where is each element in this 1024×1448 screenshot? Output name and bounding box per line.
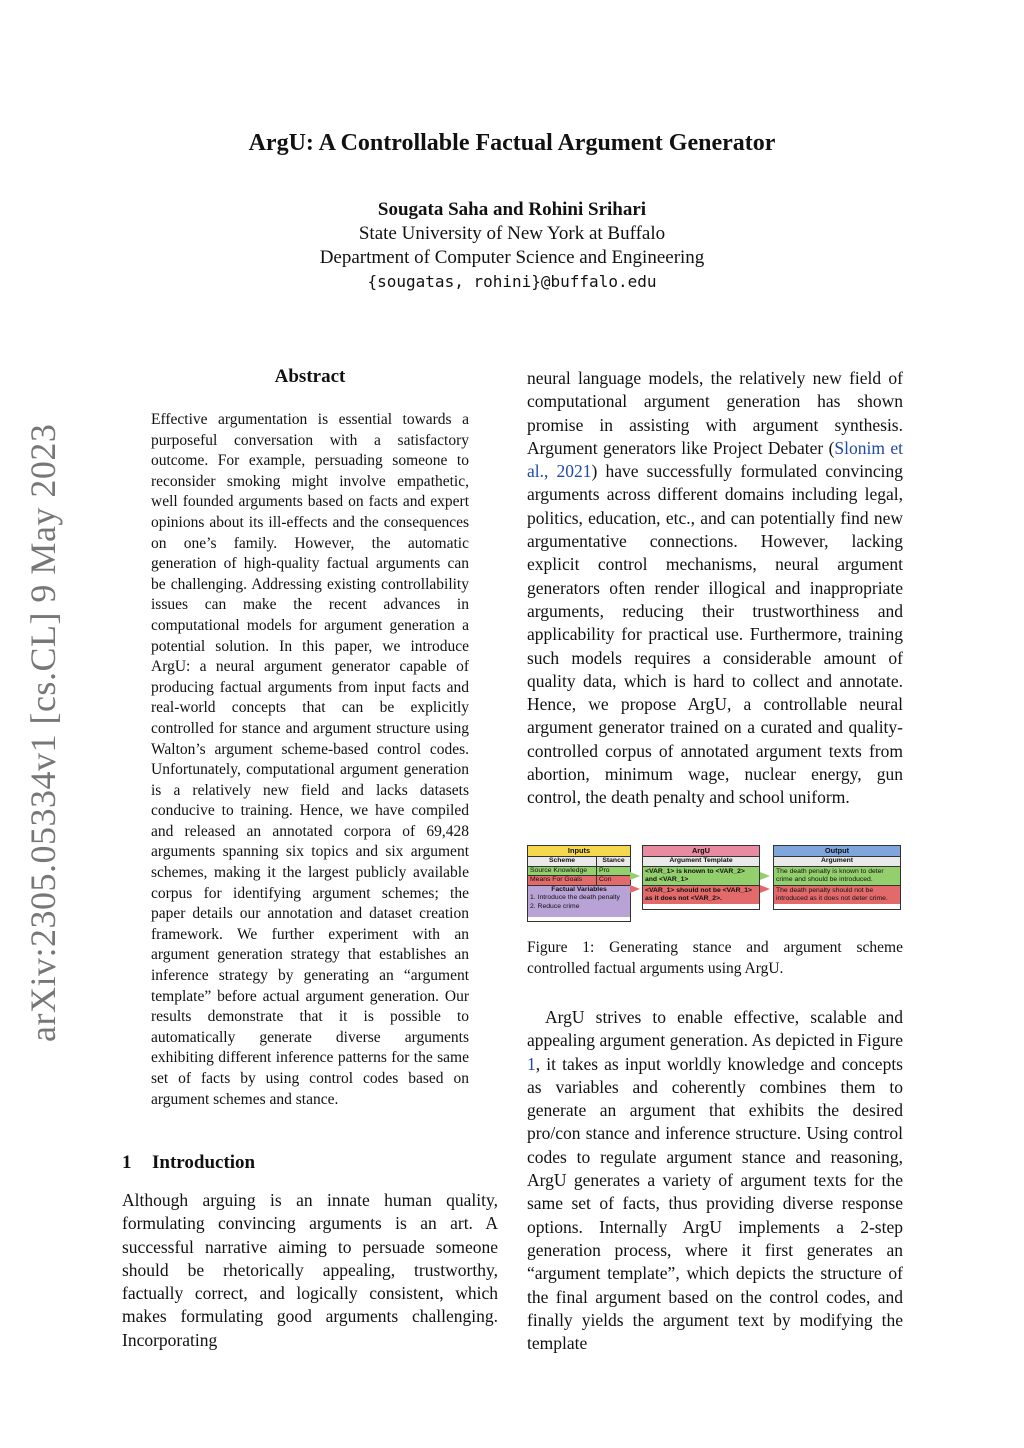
right-column-paragraph-1 bbox=[527, 367, 903, 810]
paragraph-text: ) have successfully formulated convincing arguments across different domains including legal, politics, education, etc., and can potentially find new argumentative connections. However, lacking explicit control mechanisms, neural argument generators often render illogical and inappropriate arguments, reducing their trustworthiness and applicability for practical use. Furthermore, training such models requires a considerable amount of quality data, which is hard to collect and annotate. Hence, we propose ArgU, a controllable neural argument generator trained on a curated and quality-controlled corpus of annotated argument texts from abortion, minimum wage, nuclear energy, gun control, the death penalty and school uniform. bbox=[527, 461, 903, 808]
arrow-icon bbox=[760, 872, 770, 880]
factual-item: 1. Introduce the death penalty bbox=[530, 894, 620, 901]
stance-header: Stance bbox=[602, 857, 625, 864]
abstract-heading: Abstract bbox=[274, 366, 346, 387]
paragraph-text: , it takes as input worldly knowledge and concepts as variables and coherently combines them to generate an argument that exhibits the desired pro/con stance and inference structure. Using control codes to regulate argument stance and reasoning, ArgU generates a variety of argument texts for the same set of facts, thus providing diverse response options. Internally ArgU implements a 2-step generation process, where it first generates an “argument template”, which depicts the structure of the final argument based on the control codes, and finally yields the argument text by modifying the template bbox=[527, 1053, 903, 1354]
inputs-header-row bbox=[528, 857, 630, 867]
paper-title: ArgU: A Controllable Factual Argument Generator bbox=[248, 130, 776, 156]
inputs-title: Inputs bbox=[528, 846, 630, 857]
inputs-row-2 bbox=[528, 876, 630, 886]
paragraph-text: ArgU strives to enable effective, scalable and appealing argument generation. As depicted in Figure bbox=[527, 1007, 903, 1051]
figure-1 bbox=[527, 845, 903, 911]
template-pro: <VAR_1> is known to <VAR_2> and <VAR_1> bbox=[643, 867, 759, 886]
factual-item: 2. Reduce crime bbox=[530, 902, 580, 910]
figure-caption: Figure 1: Generating stance and argument scheme controlled factual arguments using ArgU. bbox=[527, 939, 903, 977]
argu-title: ArgU bbox=[643, 846, 759, 857]
author-names: Sougata Saha and Rohini Srihari bbox=[377, 199, 647, 220]
affiliation-university: State University of New York at Buffalo bbox=[358, 223, 666, 244]
template-con: <VAR_1> should not be <VAR_1> as it does not <VAR_2>. bbox=[643, 886, 759, 904]
right-column-paragraph-2 bbox=[527, 1006, 903, 1355]
affiliation-department: Department of Computer Science and Engineering bbox=[319, 247, 705, 268]
arrow-icon bbox=[630, 872, 640, 880]
argu-box bbox=[642, 845, 760, 910]
arrow-icon bbox=[630, 885, 640, 893]
output-box bbox=[773, 845, 901, 910]
output-subtitle: Argument bbox=[774, 857, 900, 867]
scheme-cell: Source Knowledge bbox=[528, 867, 597, 876]
section-heading-introduction bbox=[122, 1152, 255, 1174]
output-title: Output bbox=[774, 846, 900, 857]
figure-reference-link[interactable]: 1 bbox=[527, 1053, 536, 1074]
argu-subtitle: Argument Template bbox=[643, 857, 759, 867]
scheme-cell: Means For Goals bbox=[528, 876, 597, 885]
factual-variables bbox=[528, 886, 630, 917]
citation-link[interactable]: Slonim et al., 2021 bbox=[527, 437, 903, 482]
section-number: 1 bbox=[122, 1152, 132, 1173]
inputs-row-1 bbox=[528, 867, 630, 877]
author-block bbox=[0, 198, 1024, 294]
inputs-box bbox=[527, 845, 631, 922]
argument-pro: The death penalty is known to deter crime and should be introduced. bbox=[774, 867, 900, 886]
factual-title: Factual Variables bbox=[551, 885, 607, 893]
stance-cell: Pro bbox=[599, 866, 610, 874]
paragraph-text: neural language models, the relatively new field of computational argument generation has shown promise in assisting with argument synthesis. Argument generators like Project Debater ( bbox=[527, 368, 903, 458]
arxiv-identifier: arXiv:2305.05334v1 [cs.CL] 9 May 2023 bbox=[23, 423, 63, 1042]
author-email: {sougatas, rohini}@buffalo.edu bbox=[367, 272, 657, 291]
intro-paragraph: Although arguing is an innate human quality, formulating convincing arguments is an art. A successful narrative aiming to persuade someone should be rhetorically appealing, trustworthy, factually correct, and logically consistent, which makes formulating good arguments challenging. Incorporating bbox=[122, 1190, 498, 1350]
arrow-icon bbox=[760, 885, 770, 893]
stance-cell: Con bbox=[599, 876, 612, 883]
section-title: Introduction bbox=[152, 1152, 256, 1173]
scheme-header: Scheme bbox=[528, 857, 597, 866]
argument-con: The death penalty should not be introduced as it does not deter crime. bbox=[774, 886, 900, 904]
abstract-text: Effective argumentation is essential towards a purposeful conversation with a satisfactory outcome. For example, persuading someone to reconsider smoking might involve empathetic, well founded arguments based on facts and expert opinions about its ill-effects and the consequences on one’s family. However, the automatic generation of high-quality factual arguments can be challenging. Addressing existing controllability issues can make the recent advances in computational models for argument generation a potential solution. In this paper, we introduce ArgU: a neural argument generator capable of producing factual arguments from input facts and real-world concepts that can be explicitly controlled for stance and argument structure using Walton’s argument scheme-based control codes. Unfortunately, computational argument generation is a relatively new field and lacks datasets conducive to training. Hence, we have compiled and released an annotated corpora of 69,428 arguments spanning six topics and six argument schemes, making it the largest publicly available corpus for identifying argument schemes; the paper details our annotation and dataset creation framework. We further experiment with an argument generation strategy that establishes an inference strategy by generating an “argument template” before actual argument generation. Our results demonstrate that it is possible to automatically generate diverse arguments exhibiting different inference patterns for the same set of facts by using control codes based on argument schemes and stance. bbox=[151, 411, 469, 1108]
